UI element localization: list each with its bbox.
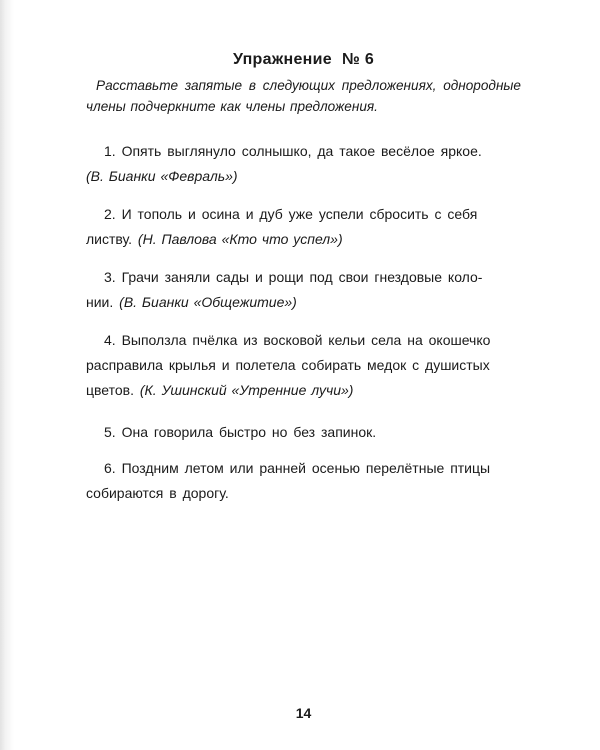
page-number: 14 xyxy=(295,705,312,721)
exercise-item-1 xyxy=(86,139,521,189)
exercise-sentence-line: Она говорила быстро но без запинок. xyxy=(121,424,377,440)
exercise-sentence-line: нии. xyxy=(86,294,114,310)
exercise-source: (В. Бианки «Февраль») xyxy=(86,168,238,184)
exercise-item-number: 2. xyxy=(104,206,116,222)
worksheet-page xyxy=(86,0,521,750)
exercise-source: (К. Ушинский «Утренние лучи») xyxy=(139,382,354,398)
exercise-sentence-line: Грачи заняли сады и рощи под свои гнездовые коло- xyxy=(121,269,483,285)
exercise-title xyxy=(86,51,521,69)
exercise-source: (В. Бианки «Общежитие») xyxy=(119,294,297,310)
exercise-sentence-line: собираются в дорогу. xyxy=(86,485,229,501)
exercise-sentence-line: Опять выглянуло солнышко, да такое весёлое яркое. xyxy=(121,143,482,159)
exercise-item-2 xyxy=(86,202,521,252)
exercise-item-3 xyxy=(86,265,521,315)
exercise-sentence-line: цветов. xyxy=(86,382,134,398)
exercise-title-label: Упражнение xyxy=(232,51,332,68)
exercise-item-4 xyxy=(86,328,521,403)
exercise-item-number: 5. xyxy=(104,424,116,440)
exercise-sentence-line: Поздним летом или ранней осенью перелётные птицы xyxy=(121,460,491,476)
exercise-item-number: 3. xyxy=(104,269,116,285)
exercise-sentence-line: Выползла пчёлка из восковой кельи села на окошечко xyxy=(121,332,491,348)
exercise-source: (Н. Павлова «Кто что успел») xyxy=(137,231,343,247)
exercise-sentence-line: расправила крылья и полетела собирать медок с душистых xyxy=(86,357,490,373)
exercise-instruction: Расставьте запятые в следующих предложениях, однородные члены подчеркните как члены предложения. xyxy=(86,78,521,114)
page-edge-shadow xyxy=(0,0,14,750)
exercise-item-number: 4. xyxy=(104,332,116,348)
exercise-title-number: № 6 xyxy=(341,51,375,68)
exercise-item-5 xyxy=(86,420,521,445)
exercise-sentence-line: листву. xyxy=(86,231,133,247)
exercise-item-6 xyxy=(86,456,521,506)
exercise-sentence-line: И тополь и осина и дуб уже успели сбросить с себя xyxy=(121,206,478,222)
exercise-item-number: 1. xyxy=(104,143,116,159)
exercise-item-number: 6. xyxy=(104,460,116,476)
